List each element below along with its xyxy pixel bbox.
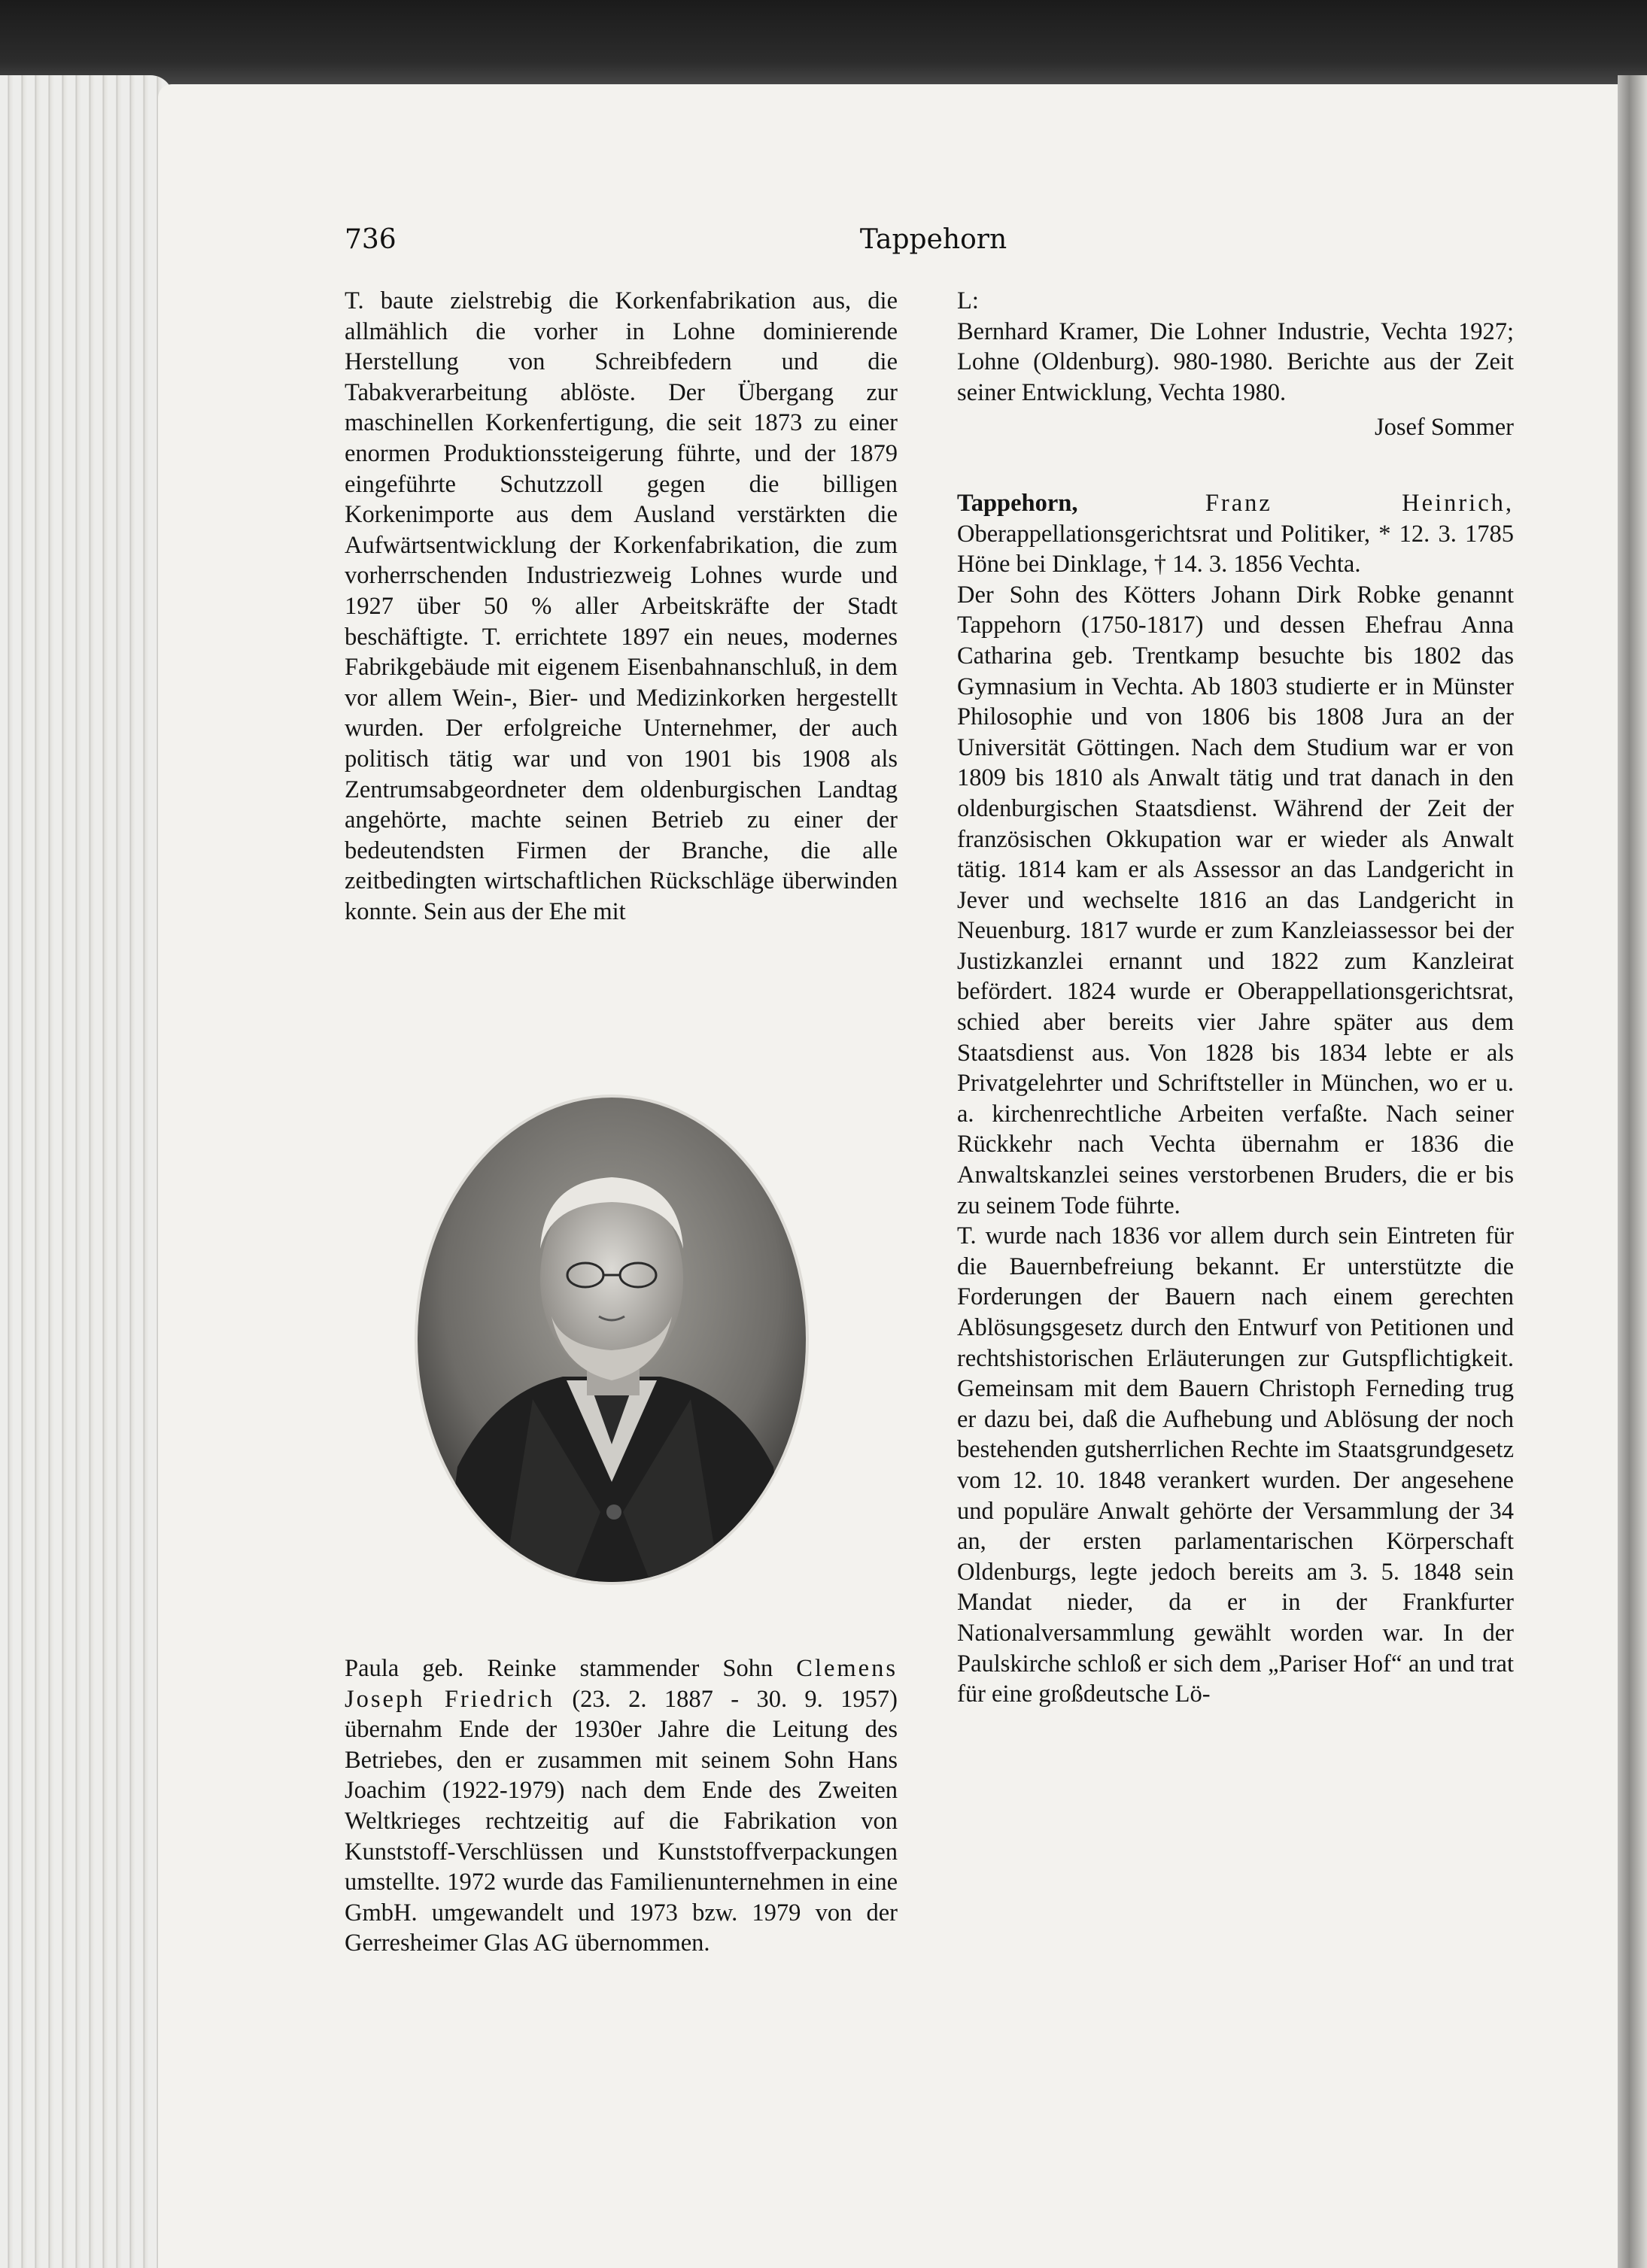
entry-intro-text: Oberappellationsgerichtsrat und Politiker, * 12. 3. 1785 Höne bei Dinklage, † 14. 3. 1856 Vechta.: [957, 520, 1514, 578]
entry-paragraph-1: Der Sohn des Kötters Johann Dirk Robke genannt Tappehorn (1750-1817) und dessen Ehefrau Anna Catharina geb. Trentkamp besuchte bis 1802 das Gymnasium in Vechta. Ab 1803 studierte er in Münster Philosophie und von 1806 bis 1808 Jura an der Universität Göttingen. Nach dem Studium war er von 1809 bis 1810 als Anwalt tätig und trat danach in den oldenburgischen Staatsdienst. Während der Zeit der französischen Okkupation war er wieder als Anwalt tätig. 1814 kam er als Assessor an das Landgericht in Jever und wechselte 1816 an das Landgericht in Neuenburg. 1817 wurde er zum Kanzleiassessor bei der Justizkanzlei ernannt und 1822 zum Kanzleirat befördert. 1824 wurde er Oberappellationsgerichtsrat, schied aber bereits vier Jahre später aus dem Staatsdienst aus. Von 1828 bis 1834 lebte er als Privatgelehrter und Schriftsteller in München, wo er u. a. kirchenrechtliche Arbeiten verfaßte. Nach seiner Rückkehr nach Vechta übernahm er 1836 die Anwaltskanzlei seines verstorbenen Bruders, die er bis zu seinem Tode führte.: [957, 581, 1514, 1219]
scanner-background: [0, 0, 1647, 89]
entry-intro: [957, 488, 1514, 580]
text-run: (23. 2. 1887 - 30. 9. 1957) übernahm Ende der 1930er Jahre die Leitung des Betriebes, den er zusammen mit seinem Sohn Hans Joachim (1922-1979) nach dem Ende des Zweiten Weltkrieges rechtzeitig auf die Fabrikation von Kunststoff-Verschlüssen und Kunststoffverpackungen umstellte. 1972 wurde das Familienunternehmen in eine GmbH. umgewandelt und 1973 bzw. 1979 von der Gerresheimer Glas AG übernommen.: [345, 1685, 898, 1957]
author-signature: Josef Sommer: [1374, 414, 1514, 442]
column-left-top: [345, 286, 898, 927]
body-paragraph-continued: [345, 1653, 898, 1959]
entry-paragraph-2: T. wurde nach 1836 vor allem durch sein Eintreten für die Bauernbefreiung bekannt. Er unterstützte die Forderungen der Bauern nach einem gerechten Ablösungsgesetz durch den Entwurf von Petitionen und rechtshistorischen Erläuterungen zur Gutspflichtigkeit. Gemeinsam mit dem Bauern Christoph Ferneding trug er dazu bei, daß die Aufhebung und Ablösung der noch bestehenden gutsherrlichen Rechte im Staatsgrundgesetz vom 12. 10. 1848 verankert wurden. Der angesehene und populäre Anwalt gehörte der Versammlung der 34 an, der ersten parlamentarischen Körperschaft Oldenburgs, legte jedoch bereits am 3. 5. 1848 sein Mandat nieder, da er in der Frankfurter Nationalversammlung gewählt worden war. In der Paulskirche schloß er sich dem „Pariser Hof“ an und trat für eine großdeutsche Lö-: [957, 1222, 1514, 1708]
book-page-edges: [0, 75, 173, 2268]
text-run: Paula geb. Reinke stammender Sohn: [345, 1655, 797, 1682]
person-name: Clemens Joseph Friedrich: [345, 1655, 898, 1713]
entry-headword: Tappehorn,: [957, 489, 1078, 517]
literature-text: Bernhard Kramer, Die Lohner Industrie, Vechta 1927; Lohne (Oldenburg). 980-1980. Berichte aus der Zeit seiner Entwicklung, Vechta 1980.: [957, 317, 1514, 406]
entry-separator: [957, 443, 1514, 488]
literature-label: L:: [957, 287, 979, 314]
page-header: [345, 224, 1522, 262]
running-title: Tappehorn: [859, 224, 1007, 255]
portrait-image: [412, 1091, 811, 1589]
column-right: [957, 286, 1514, 1710]
column-left-bottom: [345, 1653, 898, 1959]
body-paragraph: T. baute zielstrebig die Korkenfabrikation aus, die allmählich die vorher in Lohne dominierende Herstellung von Schreibfedern und die Tabakverarbeitung ablöste. Der Übergang zur maschinellen Korkenfertigung, die seit 1873 zu einer enormen Produktionssteigerung führte, und der 1879 eingeführte Schutzzoll gegen die billigen Korkenimporte aus dem Ausland verstärkten die Aufwärtsentwicklung der Korkenfabrikation, die zum vorherrschenden Industriezweig Lohnes wurde und 1927 über 50 % aller Arbeitskräfte der Stadt beschäftigte. T. errichtete 1897 ein neues, modernes Fabrikgebäude mit eigenem Eisenbahnanschluß, in dem vor allem Wein-, Bier- und Medizinkorken hergestellt wurden. Der erfolgreiche Unternehmer, der auch politisch tätig war und von 1901 bis 1908 als Zentrumsabgeordneter dem oldenburgischen Landtag angehörte, machte seinen Betrieb zu einer der bedeutendsten Firmen der Branche, die alle zeitbedingten wirtschaftlichen Rückschläge überwinden konnte. Sein aus der Ehe mit: [345, 287, 898, 925]
page-number: 736: [345, 224, 397, 255]
entry-given-names: Franz Heinrich,: [1205, 489, 1515, 517]
book-gutter-shadow: [1618, 75, 1647, 2268]
